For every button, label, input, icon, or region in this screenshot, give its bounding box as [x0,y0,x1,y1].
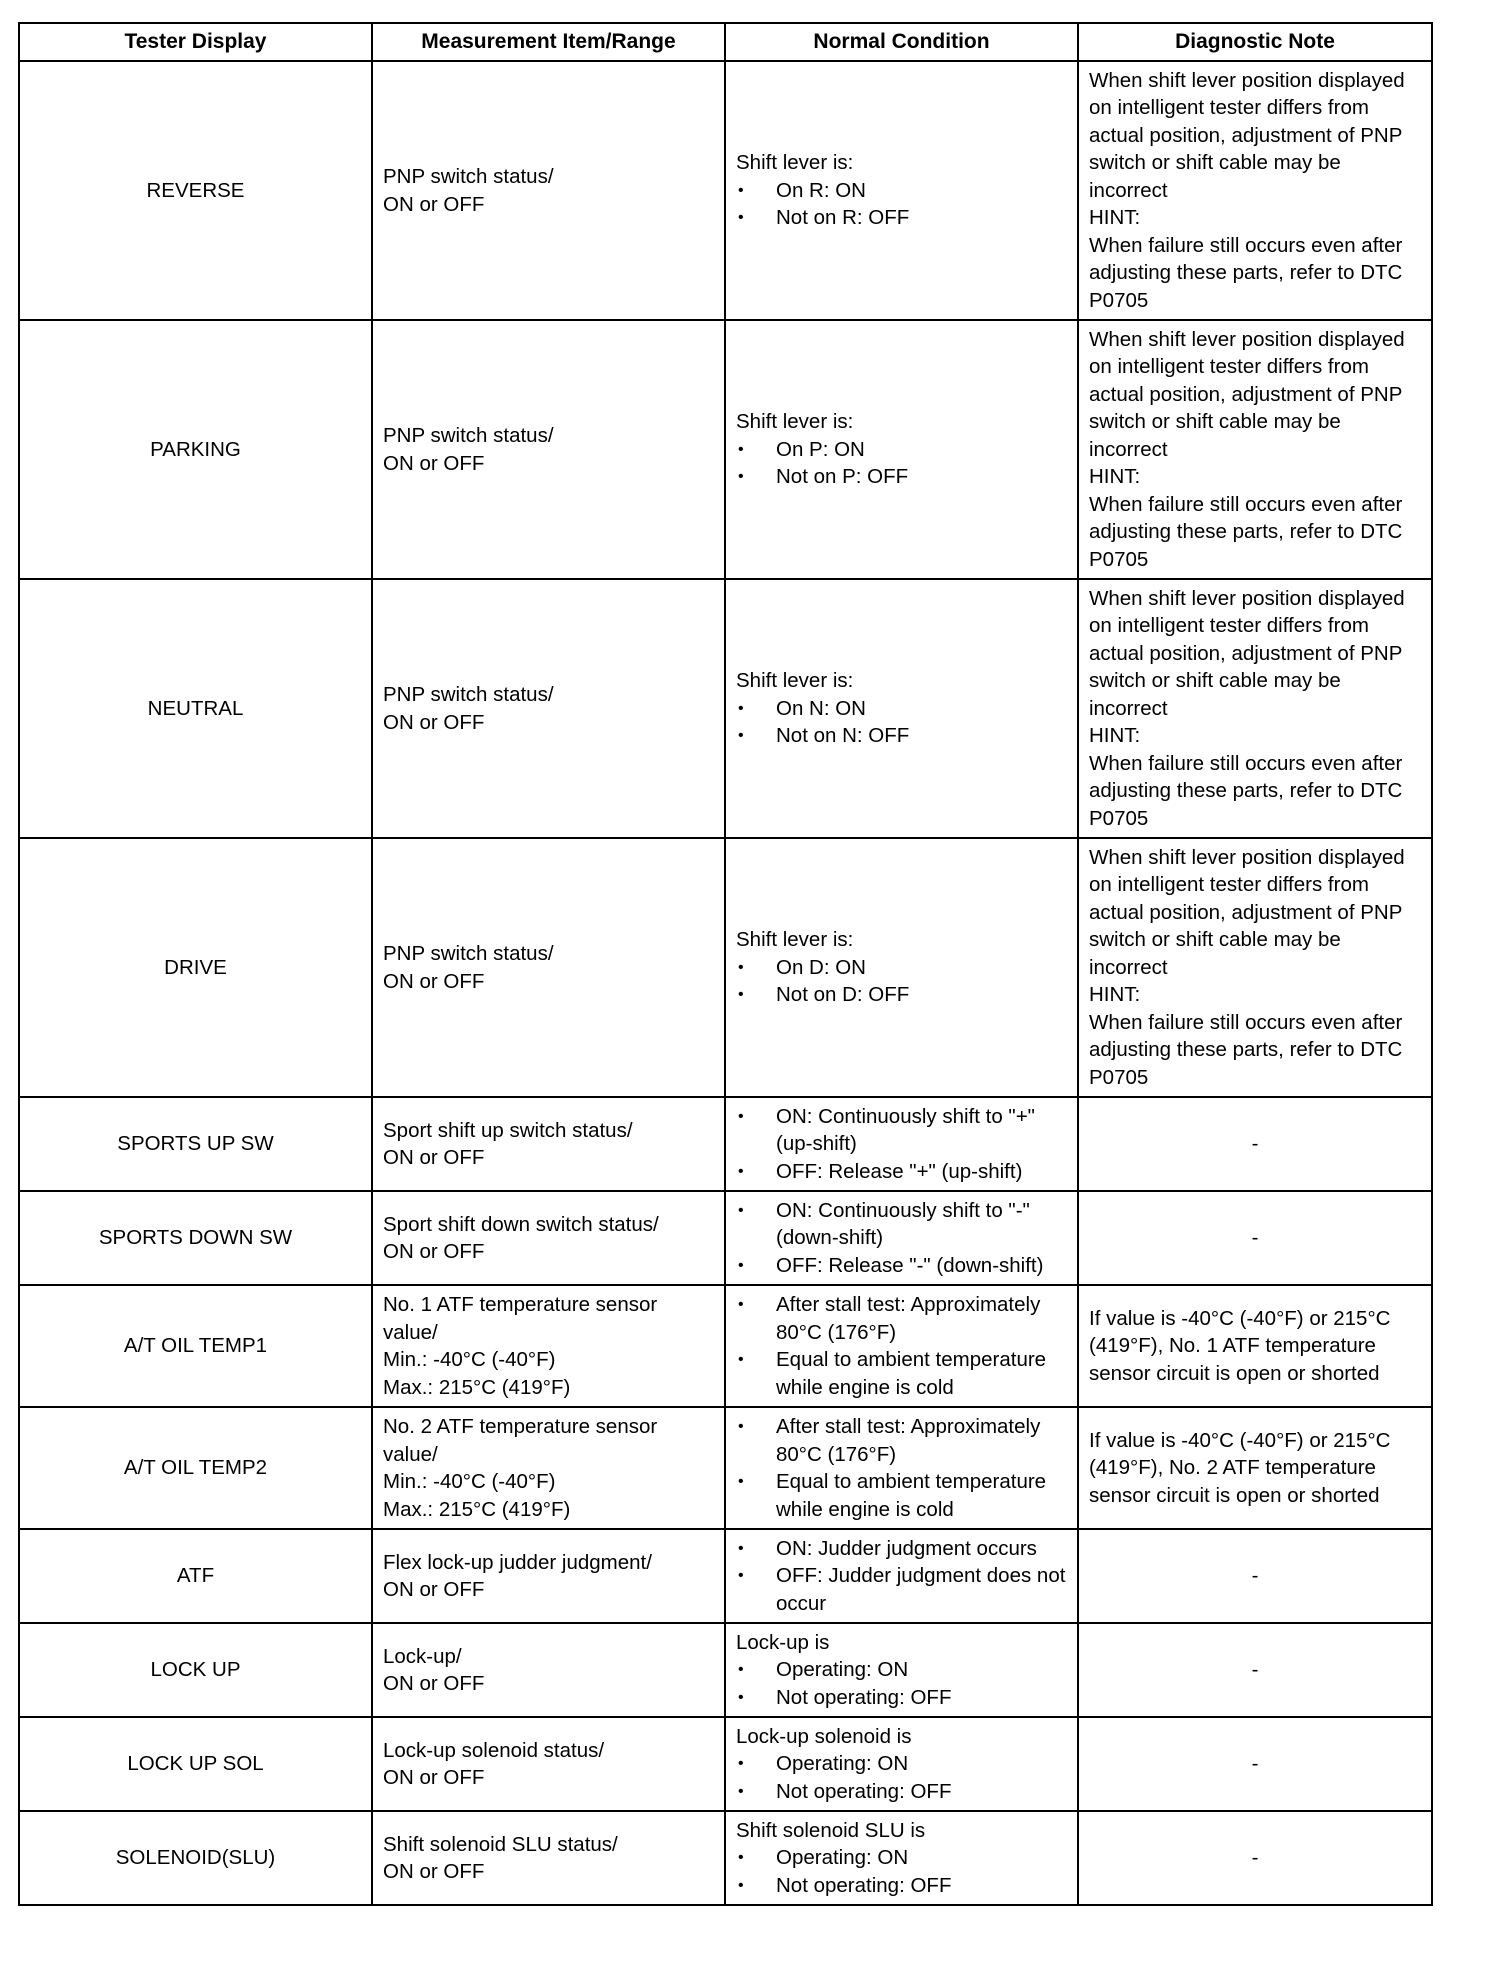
condition-list [736,1103,1067,1186]
tester-display-cell: SOLENOID(SLU) [19,1811,372,1905]
condition-intro: Shift solenoid SLU is [736,1818,926,1842]
normal-condition-cell [725,1529,1078,1623]
note-line: HINT: [1089,724,1141,748]
condition-list [736,954,1067,1009]
condition-list [736,1844,1067,1899]
condition-list [736,1750,1067,1805]
condition-item: • On P: ON [736,436,1067,464]
header-diagnostic-note: Diagnostic Note [1078,23,1432,61]
header-row [19,23,1432,61]
measurement-cell [372,1717,725,1811]
note-line: When shift lever position displayed on intelligent tester differs from actual position, adjustment of PNP switch or shift cable may be incorrect [1089,68,1405,202]
diagnostic-note-cell [1078,320,1432,579]
measurement-cell [372,1097,725,1191]
measurement-line: Sport shift up switch status/ [383,1118,633,1142]
measurement-line: No. 2 ATF temperature sensor value/ [383,1415,658,1466]
data-list-table [18,22,1433,1906]
measurement-line: ON or OFF [383,1766,485,1789]
note-line: If value is -40°C (-40°F) or 215°C (419°F), No. 1 ATF temperature sensor circuit is open or shorted [1089,1306,1391,1385]
measurement-cell [372,1407,725,1529]
condition-list [736,436,1067,491]
diagnostic-note-cell: - [1078,1623,1432,1717]
condition-intro: Lock-up is [736,1630,830,1654]
header-tester-display: Tester Display [19,23,372,61]
diagnostic-note-cell: - [1078,1191,1432,1285]
condition-item: • After stall test: Approximately 80°C (176°F) [736,1291,1067,1346]
tester-display-cell: REVERSE [19,61,372,320]
tester-display-cell: A/T OIL TEMP1 [19,1285,372,1407]
note-line: When shift lever position displayed on intelligent tester differs from actual position, adjustment of PNP switch or shift cable may be incorrect [1089,845,1405,979]
condition-list [736,695,1067,750]
measurement-line: ON or OFF [383,451,485,475]
table-row [19,579,1432,838]
normal-condition-cell [725,61,1078,320]
diagnostic-note-cell: - [1078,1097,1432,1191]
measurement-line: PNP switch status/ [383,424,554,447]
diagnostic-note-cell: - [1078,1811,1432,1905]
condition-intro: Shift lever is: [736,928,854,952]
condition-item: • On R: ON [736,177,1067,205]
tester-display-cell: LOCK UP [19,1623,372,1717]
condition-intro: Shift lever is: [736,669,854,693]
tester-display-cell: A/T OIL TEMP2 [19,1407,372,1529]
condition-item: • Not operating: OFF [736,1684,1067,1712]
measurement-line: Shift solenoid SLU status/ [383,1832,618,1856]
note-line: When failure still occurs even after adjusting these parts, refer to DTC P0705 [1089,492,1403,571]
condition-item: • ON: Continuously shift to "-" (down-shift) [736,1197,1067,1252]
measurement-line: Min.: -40°C (-40°F) [383,1470,556,1493]
table-row [19,1811,1432,1905]
measurement-cell [372,838,725,1097]
condition-item: • Not on D: OFF [736,981,1067,1009]
note-line: When shift lever position displayed on intelligent tester differs from actual position, adjustment of PNP switch or shift cable may be incorrect [1089,327,1405,461]
table-row [19,1285,1432,1407]
measurement-line: PNP switch status/ [383,683,554,706]
condition-list [736,1197,1067,1280]
note-line: When shift lever position displayed on intelligent tester differs from actual position, adjustment of PNP switch or shift cable may be incorrect [1089,586,1405,720]
table-row [19,61,1432,320]
measurement-line: PNP switch status/ [383,165,554,188]
tester-display-cell: SPORTS UP SW [19,1097,372,1191]
measurement-cell [372,61,725,320]
table-row [19,320,1432,579]
note-line: When failure still occurs even after adjusting these parts, refer to DTC P0705 [1089,751,1403,830]
note-line: If value is -40°C (-40°F) or 215°C (419°F), No. 2 ATF temperature sensor circuit is open or shorted [1089,1428,1391,1507]
tester-display-cell: NEUTRAL [19,579,372,838]
condition-item: • OFF: Release "-" (down-shift) [736,1252,1067,1280]
condition-item: • Operating: ON [736,1750,1067,1778]
tester-display-cell: LOCK UP SOL [19,1717,372,1811]
table-row [19,1191,1432,1285]
condition-item: • On N: ON [736,695,1067,723]
normal-condition-cell [725,838,1078,1097]
condition-item: • Not on P: OFF [736,463,1067,491]
measurement-cell [372,1811,725,1905]
condition-item: • Not on R: OFF [736,204,1067,232]
measurement-line: Lock-up/ [383,1644,462,1668]
diagnostic-note-cell [1078,838,1432,1097]
condition-list [736,1535,1067,1618]
normal-condition-cell [725,1097,1078,1191]
condition-item: • After stall test: Approximately 80°C (176°F) [736,1413,1067,1468]
condition-item: • ON: Continuously shift to "+" (up-shift) [736,1103,1067,1158]
diagnostic-note-cell: - [1078,1717,1432,1811]
condition-intro: Shift lever is: [736,410,854,434]
measurement-line: ON or OFF [383,1860,485,1883]
condition-list [736,1413,1067,1523]
table-row [19,1097,1432,1191]
measurement-line: Lock-up solenoid status/ [383,1738,605,1762]
measurement-cell [372,320,725,579]
condition-list [736,1291,1067,1401]
note-line: HINT: [1089,206,1141,230]
table-body [19,61,1432,1905]
condition-item: • ON: Judder judgment occurs [736,1535,1067,1563]
normal-condition-cell [725,320,1078,579]
condition-item: • Equal to ambient temperature while engine is cold [736,1468,1067,1523]
measurement-line: Max.: 215°C (419°F) [383,1375,571,1399]
normal-condition-cell [725,1811,1078,1905]
measurement-line: ON or OFF [383,969,485,993]
note-line: When failure still occurs even after adjusting these parts, refer to DTC P0705 [1089,1010,1403,1089]
diagnostic-note-cell [1078,579,1432,838]
condition-item: • Equal to ambient temperature while engine is cold [736,1346,1067,1401]
measurement-line: ON or OFF [383,1240,485,1263]
condition-intro: Shift lever is: [736,151,854,175]
diagnostic-note-cell [1078,61,1432,320]
measurement-line: Flex lock-up judder judgment/ [383,1550,652,1574]
diagnostic-note-cell [1078,1285,1432,1407]
table-row [19,838,1432,1097]
measurement-cell [372,1529,725,1623]
diagnostic-note-cell [1078,1407,1432,1529]
condition-item: • OFF: Release "+" (up-shift) [736,1158,1067,1186]
diagnostic-note-cell: - [1078,1529,1432,1623]
normal-condition-cell [725,579,1078,838]
measurement-cell [372,1285,725,1407]
tester-display-cell: DRIVE [19,838,372,1097]
measurement-line: Max.: 215°C (419°F) [383,1497,571,1521]
normal-condition-cell [725,1623,1078,1717]
normal-condition-cell [725,1407,1078,1529]
normal-condition-cell [725,1285,1078,1407]
measurement-cell [372,1623,725,1717]
table-row [19,1717,1432,1811]
measurement-cell [372,579,725,838]
condition-item: • On D: ON [736,954,1067,982]
condition-list [736,177,1067,232]
header-normal-condition: Normal Condition [725,23,1078,61]
measurement-line: Sport shift down switch status/ [383,1212,659,1236]
tester-display-cell: SPORTS DOWN SW [19,1191,372,1285]
table-row [19,1407,1432,1529]
condition-list [736,1656,1067,1711]
measurement-cell [372,1191,725,1285]
condition-item: • Not on N: OFF [736,722,1067,750]
measurement-line: Min.: -40°C (-40°F) [383,1348,556,1371]
note-line: HINT: [1089,983,1141,1007]
tester-display-cell: ATF [19,1529,372,1623]
measurement-line: ON or OFF [383,1146,485,1169]
condition-item: • Operating: ON [736,1656,1067,1684]
measurement-line: ON or OFF [383,1672,485,1695]
condition-item: • Not operating: OFF [736,1872,1067,1900]
tester-display-cell: PARKING [19,320,372,579]
measurement-line: ON or OFF [383,192,485,216]
condition-item: • OFF: Judder judgment does not occur [736,1562,1067,1617]
header-measurement-item: Measurement Item/Range [372,23,725,61]
condition-intro: Lock-up solenoid is [736,1724,912,1748]
measurement-line: ON or OFF [383,1578,485,1601]
table-row [19,1623,1432,1717]
measurement-line: PNP switch status/ [383,942,554,965]
normal-condition-cell [725,1191,1078,1285]
normal-condition-cell [725,1717,1078,1811]
note-line: When failure still occurs even after adjusting these parts, refer to DTC P0705 [1089,233,1403,312]
table-row [19,1529,1432,1623]
measurement-line: ON or OFF [383,710,485,734]
measurement-line: No. 1 ATF temperature sensor value/ [383,1293,658,1344]
condition-item: • Operating: ON [736,1844,1067,1872]
condition-item: • Not operating: OFF [736,1778,1067,1806]
note-line: HINT: [1089,465,1141,489]
